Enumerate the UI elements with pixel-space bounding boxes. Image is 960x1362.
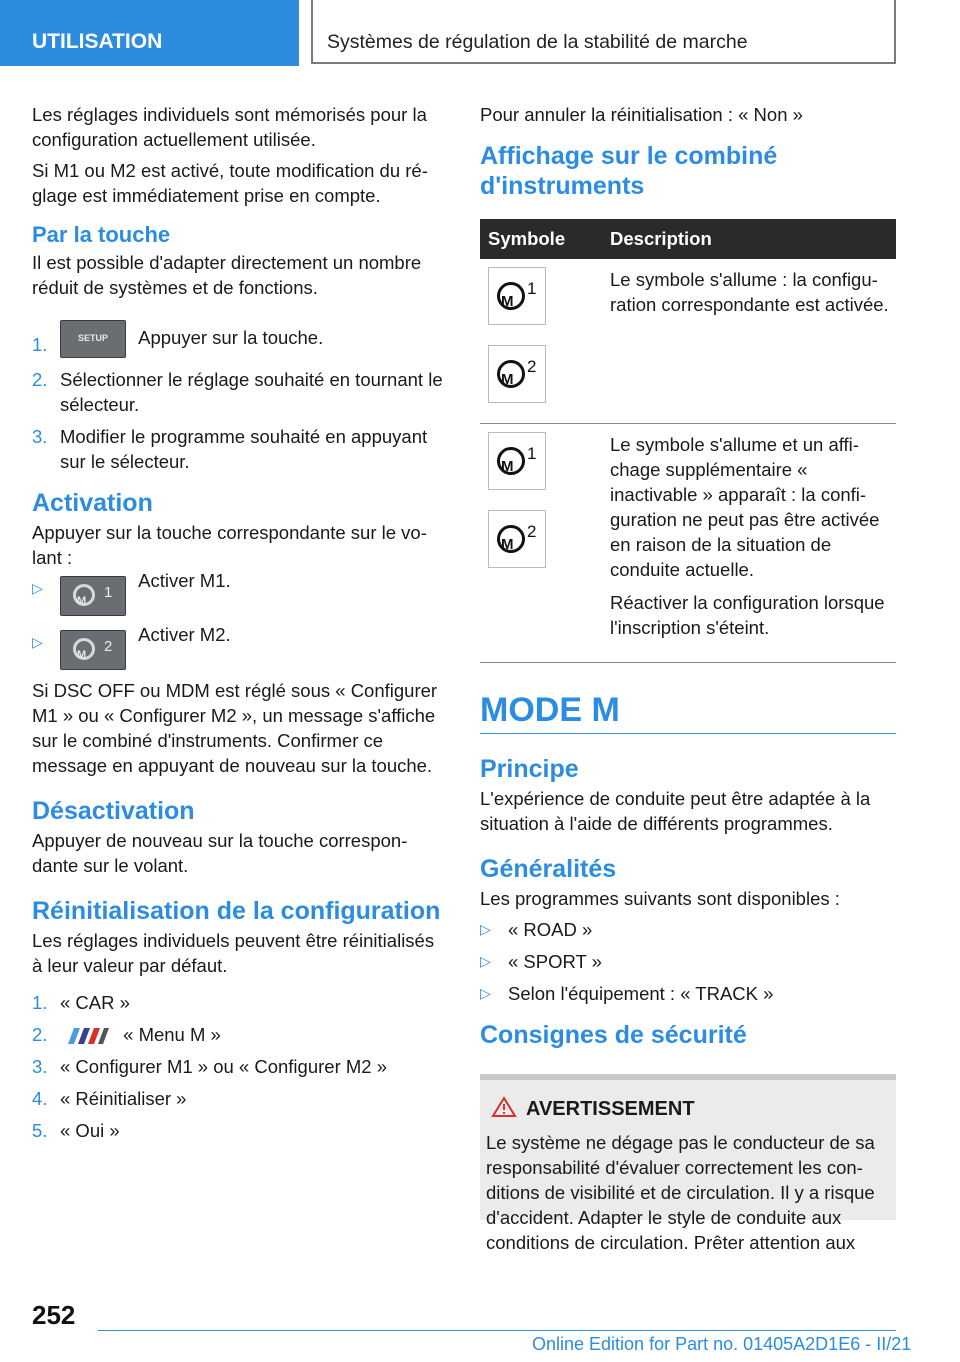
bullet-icon: ▷ (480, 985, 491, 1001)
bullet-icon: ▷ (480, 921, 491, 937)
heading-affichage-combine: Affichage sur le combiné d'instruments (480, 142, 778, 200)
activation-paragraph: Appuyer sur la touche correspondante sur le volant : (32, 522, 427, 568)
list-item (480, 949, 896, 974)
list-item (32, 1118, 447, 1143)
badge-letter: M (501, 371, 514, 388)
table-header-description: Description (602, 219, 896, 259)
badge-number: 1 (527, 279, 537, 298)
activation-text: Activer M1. (138, 569, 231, 591)
heading-consignes: Consignes de sécurité (480, 1021, 747, 1049)
activation-list (32, 569, 447, 670)
badge-letter: M (501, 293, 514, 310)
list-item (32, 424, 447, 474)
step-text: « Oui » (60, 1120, 120, 1141)
program-text: « ROAD » (508, 919, 593, 940)
list-item (480, 917, 896, 942)
badge-letter: M (77, 595, 87, 607)
description-text: Le symbole s'allume et un affichage supplémentaire « inactivable » apparaît : la configuration ne peut pas être activée en raison de la situation de conduite actuelle. (610, 434, 880, 580)
reinit-steps (32, 990, 447, 1143)
left-column (32, 102, 447, 1150)
intro-paragraph: Les réglages individuels sont mémorisés pour la configuration actuellement utilisée. (32, 104, 427, 150)
edition-text: Online Edition for Part no. 01405A2D1E6 - II/21 (532, 1334, 912, 1354)
bullet-icon: ▷ (32, 580, 43, 596)
right-column (480, 102, 896, 1253)
step-text: « Configurer M1 » ou « Configurer M2 » (60, 1056, 388, 1077)
step-text: « Réinitialiser » (60, 1088, 187, 1109)
list-item (480, 981, 896, 1006)
table-row (480, 424, 896, 663)
heading-par-la-touche: Par la touche (32, 222, 171, 247)
touche-steps (32, 320, 447, 474)
step-text: Appuyer sur la touche. (138, 326, 324, 348)
setup-key-icon: SETUP (60, 320, 126, 358)
heading-mode-m: MODE M (480, 689, 896, 734)
list-item (32, 990, 447, 1015)
m2-button-icon (60, 630, 126, 670)
program-text: Selon l'équipement : « TRACK » (508, 983, 774, 1004)
list-item (32, 320, 447, 358)
principe-paragraph: L'expérience de conduite peut être adaptée à la situation à l'aide de différents programmes. (480, 788, 871, 834)
step-text: Modifier le programme souhaité en appuyant sur le sélecteur. (60, 426, 428, 472)
description-text: Réactiver la configuration lorsque l'inscription s'éteint. (610, 592, 885, 638)
cancel-paragraph: Pour annuler la réinitialisation : « Non » (480, 104, 803, 125)
description-cell (602, 259, 896, 424)
reinit-paragraph: Les réglages individuels peuvent être réinitialisés à leur valeur par défaut. (32, 930, 435, 976)
heading-generalites: Généralités (480, 855, 617, 883)
m1-symbol-icon (488, 267, 546, 325)
section-tab: UTILISATION (0, 0, 299, 66)
badge-number: 1 (527, 444, 537, 463)
badge-number: 1 (104, 584, 113, 601)
list-item (32, 367, 447, 417)
list-item (32, 1022, 447, 1047)
step-number: 1. (32, 334, 48, 355)
bullet-icon: ▷ (32, 634, 43, 650)
m1-symbol-icon (488, 432, 546, 490)
heading-activation: Activation (32, 489, 153, 517)
step-text: « CAR » (60, 992, 130, 1013)
symbol-cell (480, 424, 602, 663)
desactivation-paragraph: Appuyer de nouveau sur la touche correspondante sur le volant. (32, 830, 408, 876)
intro-paragraph: Si M1 ou M2 est activé, toute modification du réglage est immédiatement prise en compte. (32, 160, 428, 206)
step-number: 3. (32, 1056, 48, 1077)
list-item (32, 1086, 447, 1111)
m2-symbol-icon (488, 510, 546, 568)
warning-triangle-icon (492, 1097, 516, 1117)
activation-text: Activer M2. (138, 623, 231, 645)
badge-number: 2 (527, 357, 537, 376)
programmes-list (480, 917, 896, 1006)
heading-desactivation: Désactivation (32, 797, 195, 825)
step-number: 1. (32, 992, 48, 1013)
step-text: « Menu M » (123, 1024, 221, 1045)
bullet-icon: ▷ (480, 953, 491, 969)
list-item (32, 623, 447, 670)
program-text: « SPORT » (508, 951, 602, 972)
warning-title-text: AVERTISSEMENT (526, 1098, 695, 1120)
heading-reinitialisation: Réinitialisation de la configuration (32, 897, 441, 925)
symbol-table (480, 219, 896, 663)
description-text: Le symbole s'allume : la configuration correspondante est activée. (610, 269, 889, 315)
generalites-paragraph: Les programmes suivants sont disponibles : (480, 888, 840, 909)
warning-title (486, 1096, 890, 1122)
badge-number: 2 (527, 522, 537, 541)
warning-text: Le système ne dégage pas le conducteur de sa responsabilité d'évaluer correctement les conditions de visibilité et de circulation. Il y a risque d'accident. Adapter le style de conduite aux conditions de circulation. Prêter attention aux (486, 1132, 875, 1253)
heading-principe: Principe (480, 755, 579, 783)
table-row (480, 259, 896, 424)
step-number: 4. (32, 1088, 48, 1109)
step-text: Sélectionner le réglage souhaité en tournant le sélecteur. (60, 369, 443, 415)
footer-divider (98, 1330, 896, 1331)
dsc-paragraph: Si DSC OFF ou MDM est réglé sous « Configurer M1 » ou « Configurer M2 », un message s'affiche sur le combiné d'instruments. Confirmer ce message en appuyant de nouveau sur la touche. (32, 680, 438, 776)
step-number: 3. (32, 426, 48, 447)
step-number: 2. (32, 1024, 48, 1045)
m1-button-icon (60, 576, 126, 616)
warning-box (480, 1074, 896, 1253)
step-number: 5. (32, 1120, 48, 1141)
table-header-symbol: Symbole (480, 219, 602, 259)
badge-letter: M (77, 649, 87, 661)
list-item (32, 1054, 447, 1079)
step-number: 2. (32, 369, 48, 390)
badge-number: 2 (104, 638, 113, 655)
m-stripes-logo-icon (60, 1027, 110, 1045)
symbol-cell (480, 259, 602, 424)
description-cell (602, 424, 896, 663)
badge-letter: M (501, 458, 514, 475)
page-number: 252 (32, 1300, 76, 1330)
list-item (32, 569, 447, 616)
touche-paragraph: Il est possible d'adapter directement un nombre réduit de systèmes et de fonctions. (32, 252, 422, 298)
m2-symbol-icon (488, 345, 546, 403)
page-title: Systèmes de régulation de la stabilité de marche (311, 0, 896, 64)
badge-letter: M (501, 536, 514, 553)
